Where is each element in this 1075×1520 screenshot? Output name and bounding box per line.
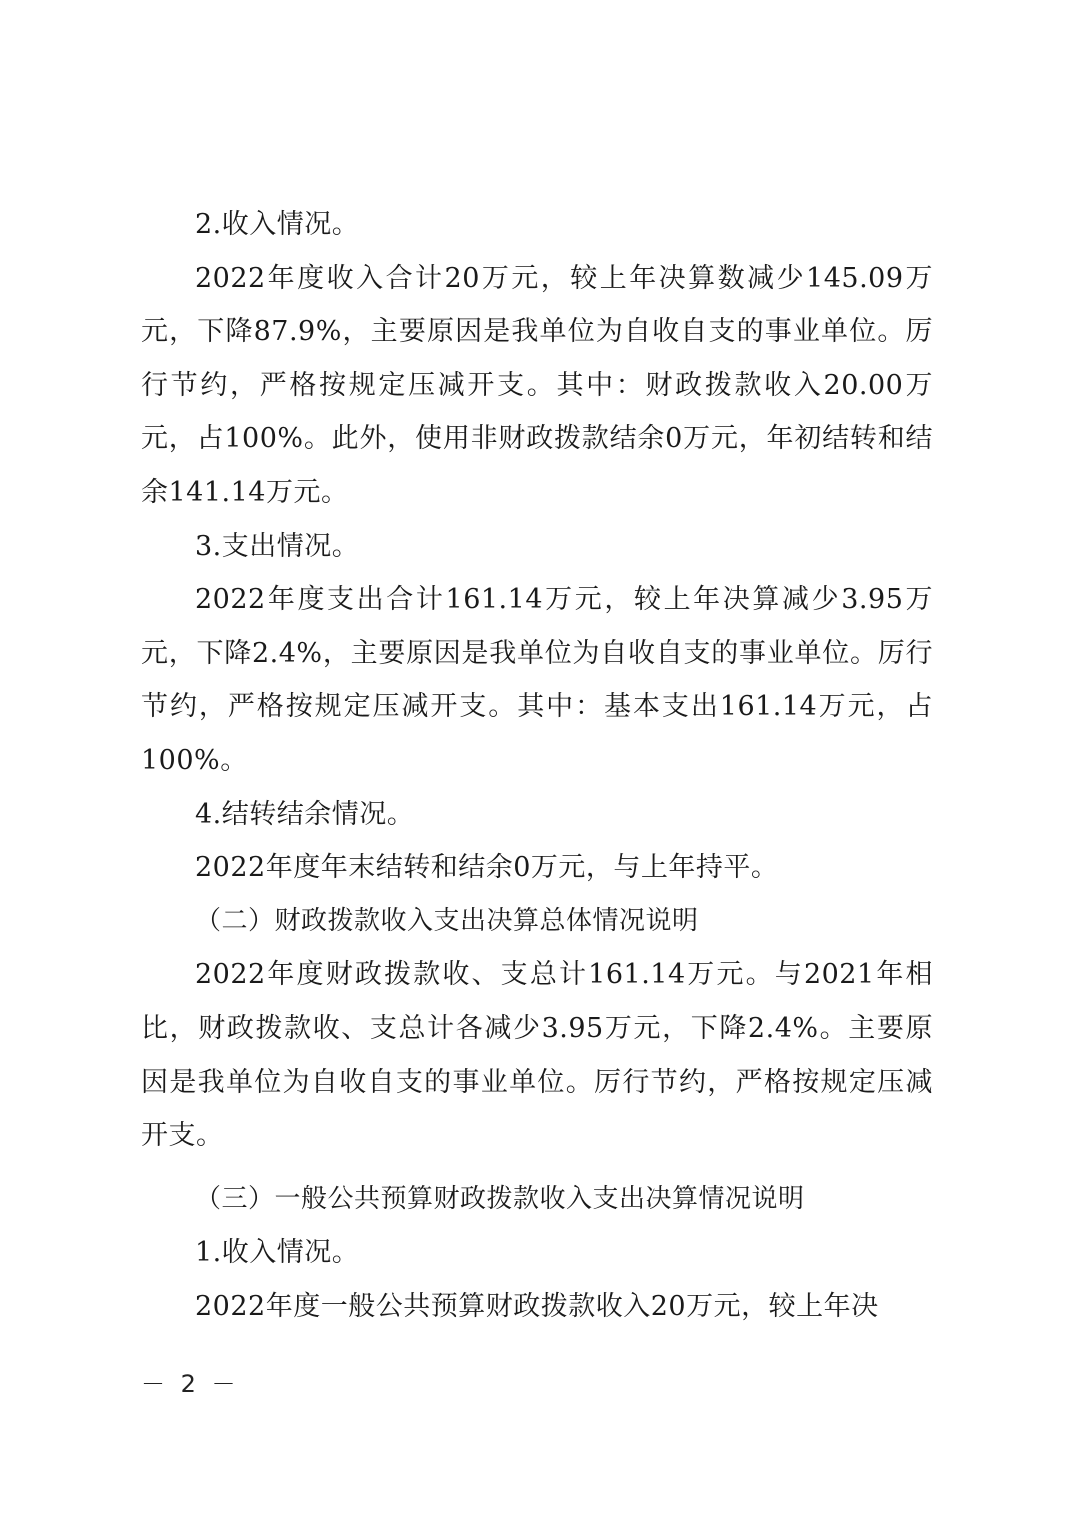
paragraph-balance-detail: 2022年度年末结转和结余0万元，与上年持平。 bbox=[195, 852, 779, 884]
paragraph-income-detail: 2022年度收入合计20万元，较上年决算数减少145.09万元，下降87.9%，主要原因是我单位为自收自支的事业单位。厉行节约，严格按规定压减开支。其中：财政拨款收入20.00万元，占100%。此外，使用非财政拨款结余0万元，年初结转和结余141.14万元。 bbox=[141, 262, 933, 508]
paragraph-fiscal-overall-detail: 2022年度财政拨款收、支总计161.14万元。与2021年相比，财政拨款收、支总计各减少3.95万元，下降2.4%。主要原因是我单位为自收自支的事业单位。厉行节约，严格按规定压减开支。 bbox=[141, 959, 933, 1152]
paragraph-expense-title: 3.支出情况。 bbox=[195, 530, 360, 562]
document-body bbox=[141, 198, 933, 1333]
paragraph-expense-detail: 2022年度支出合计161.14万元，较上年决算减少3.95万元，下降2.4%，主要原因是我单位为自收自支的事业单位。厉行节约，严格按规定压减开支。其中：基本支出161.14万元，占100%。 bbox=[141, 584, 933, 776]
spacer bbox=[141, 1163, 933, 1173]
paragraph-general-income-detail: 2022年度一般公共预算财政拨款收入20万元，较上年决 bbox=[195, 1290, 879, 1322]
paragraph-income-title: 2.收入情况。 bbox=[195, 209, 360, 240]
section-heading-fiscal-overall: （二）财政拨款收入支出决算总体情况说明 bbox=[195, 905, 699, 936]
page-number: － 2 － bbox=[141, 1370, 240, 1398]
paragraph-general-income-title: 1.收入情况。 bbox=[195, 1237, 360, 1269]
paragraph-balance-title: 4.结转结余情况。 bbox=[195, 798, 415, 830]
section-heading-general-budget: （三）一般公共预算财政拨款收入支出决算情况说明 bbox=[195, 1183, 805, 1214]
